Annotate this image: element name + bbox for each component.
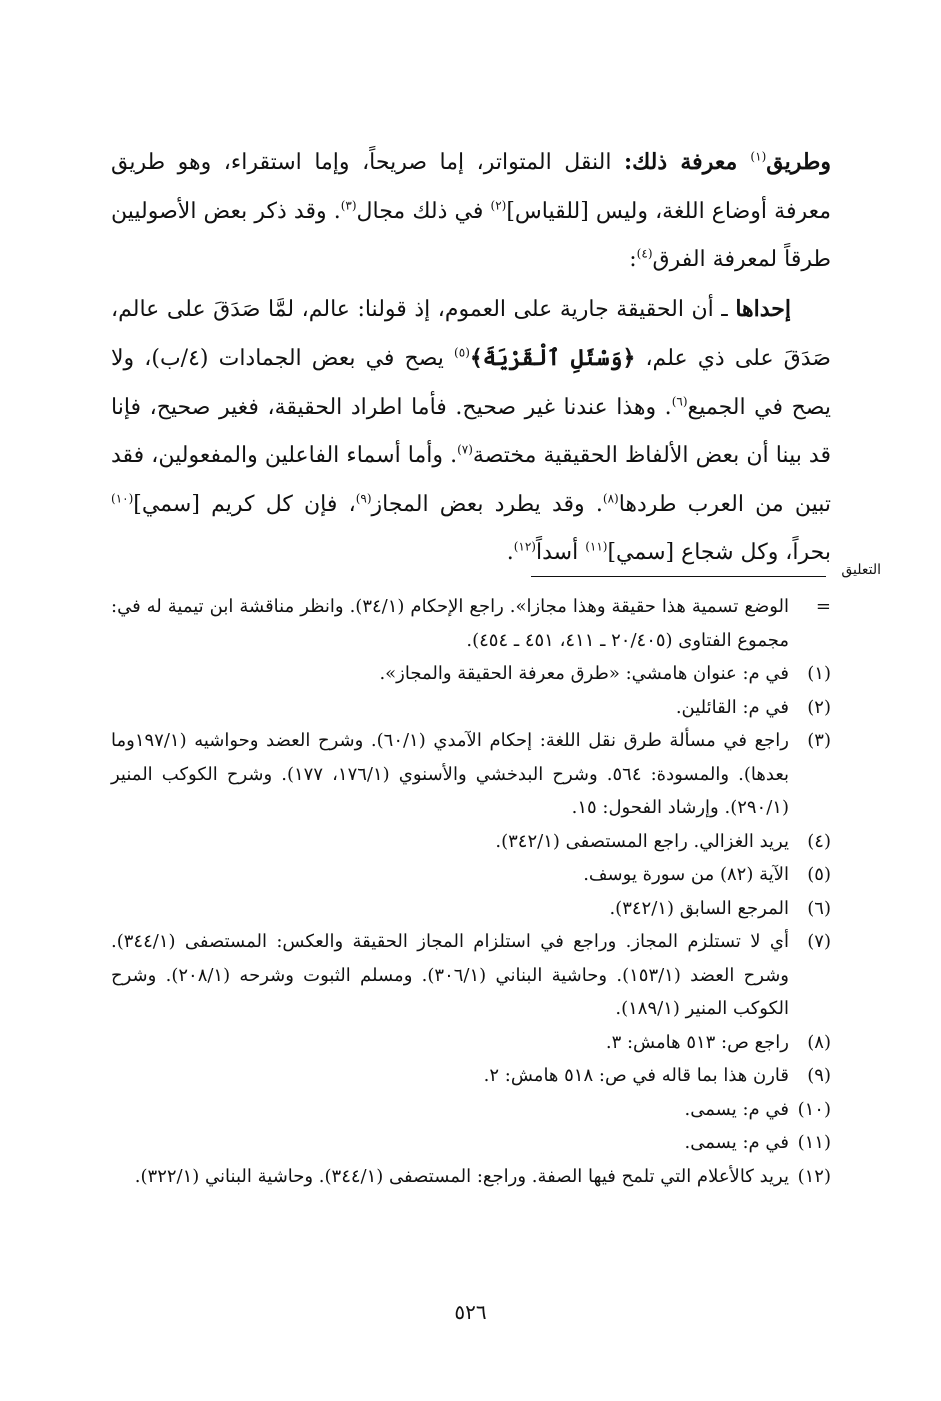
body-text: ، فإن كل كريم [سمي] (133, 491, 356, 517)
footnote-text: يريد الغزالي. راجع المستصفى (٣٤٢/١). (495, 830, 789, 852)
body-text: أسداً (535, 540, 586, 565)
body-text: : (629, 247, 637, 272)
footnote-number: = (815, 596, 831, 617)
footnote-item (111, 825, 831, 859)
footnote-number: (٥) (807, 864, 831, 885)
footnote-item (111, 1026, 831, 1060)
footnote-text: في م: عنوان هامشي: «طرق معرفة الحقيقة والمجاز». (379, 663, 789, 684)
footnote-number: (١٠) (797, 1098, 831, 1120)
footnote-marker: (٣) (340, 198, 357, 213)
footnote-item (111, 724, 831, 825)
footnote-item (111, 892, 831, 926)
footnote-item (111, 858, 831, 892)
footnote-number: (٦) (807, 897, 831, 919)
footnote-marker: (٧) (457, 442, 473, 457)
body-text: . وقد ذكر بعض الأصوليين طرقاً لمعرفة الفرق (111, 198, 831, 272)
body-text: بحراً، وكل شجاع [سمي] (607, 540, 831, 565)
footnote-marker: (٩) (355, 491, 372, 506)
footnote-text: قارن هذا بما قاله في ص: ٥١٨ هامش: ٢. (483, 1065, 789, 1086)
footnote-separator (0, 562, 941, 592)
footnote-text: راجع ص: ٥١٣ هامش: ٣. (605, 1031, 789, 1053)
footnote-text: في م: يسمى. (684, 1132, 789, 1153)
footnote-text: أي لا تستلزم المجاز. وراجع في استلزام المجاز الحقيقة والعكس: المستصفى (٣٤٤/١). وشرح العضد (١٥٣/١). وحاشية البناني (٣٠٦/١). ومسلم الثبوت وشرحه (٢٠٨/١). وشرح الكوكب المنير (١٨٩/١). (111, 931, 789, 1019)
footnote-text: المرجع السابق (٣٤٢/١). (609, 897, 789, 919)
footnote-number: (١) (807, 663, 831, 684)
footnote-marker: (٤) (636, 246, 653, 261)
footnote-number: (٩) (807, 1065, 831, 1086)
body-text: في ذلك مجال (356, 198, 491, 224)
footnote-text: في م: يسمى. (684, 1098, 789, 1120)
footnote-number: (٨) (807, 1031, 831, 1053)
separator-label: التعليق (841, 562, 881, 578)
bold-text: إحداها (735, 295, 791, 322)
footnote-item (111, 1093, 831, 1127)
footnote-item (111, 1059, 831, 1093)
paragraph-2 (111, 285, 831, 578)
footnote-marker: (١) (750, 149, 767, 164)
body-text: . وأما أسماء الفاعلين والمفعولين، فقد تبين من العرب طردها (111, 443, 832, 517)
footnote-marker: (١١) (585, 539, 608, 554)
footnote-item (111, 590, 831, 657)
footnote-item (111, 691, 831, 725)
footnote-number: (٢) (807, 696, 831, 718)
separator-line (531, 576, 826, 577)
footnote-marker: (٦) (671, 394, 688, 409)
body-text: . (506, 540, 514, 565)
footnote-text: في م: القائلين. (675, 696, 789, 718)
footnote-number: (١١) (797, 1132, 831, 1153)
footnote-item (111, 1160, 831, 1194)
body-text: يصح في بعض الجمادات (٤/ب)، ولا يصح في الجميع (111, 346, 831, 420)
footnote-marker: (٨) (602, 491, 619, 506)
body-text: . وهذا عندنا غير صحيح. فأما اطراد الحقيقة، فغير صحيح، فإنا قد بينا أن بعض الألفاظ الحقيقية مختصة (111, 394, 831, 468)
footnote-text: راجع في مسألة طرق نقل اللغة: إحكام الآمدي (٦٠/١). وشرح العضد وحواشيه (١٩٧/١وما بعدها). والمسودة: ٥٦٤. وشرح البدخشي والأسنوي (١٧٦/١، ١٧٧). وشرح الكوكب المنير (٢٩٠/١). وإرشاد الفحول: ١٥. (111, 730, 790, 818)
bold-text: معرفة ذلك: (624, 149, 751, 175)
body-text: النقل المتواتر، إما صريحاً، وإما استقراء، وهو طريق معرفة أوضاع اللغة، وليس [للقياس] (111, 150, 832, 224)
bold-text: ﴿وَسْئَلِ ٱلْقَرْيَةَ﴾ (469, 345, 636, 371)
footnote-number: (٤) (807, 830, 831, 852)
footnote-item (111, 1126, 831, 1160)
paragraph-1 (111, 138, 831, 285)
footnote-marker: (١٠) (111, 491, 134, 506)
footnote-number: (١٢) (797, 1165, 831, 1187)
footnote-item (111, 657, 831, 691)
footnote-text: الوضع تسمية هذا حقيقة وهذا مجازا». راجع الإحكام (٣٤/١). وانظر مناقشة ابن تيمية له في: مجموع الفتاوى (٢٠/٤٠٥ ـ ٤١١، ٤٥١ ـ ٤٥٤). (111, 596, 790, 651)
footnote-text: الآية (٨٢) من سورة يوسف. (583, 864, 789, 885)
body-text: ـ أن الحقيقة جارية على العموم، إذ قولنا: عالم، لمَّا صَدَقَ على عالم، صَدَقَ على ذي علم، (111, 296, 831, 371)
footnote-number: (٣) (807, 730, 831, 751)
main-text (111, 138, 831, 578)
body-text: . وقد يطرد بعض المجاز (371, 491, 603, 517)
bold-text: وطريق (766, 149, 831, 175)
footnotes (111, 590, 831, 1193)
footnote-item (111, 925, 831, 1026)
footnote-marker: (٢) (490, 198, 507, 213)
footnote-marker: (١٢) (513, 539, 536, 554)
footnote-number: (٧) (807, 931, 831, 952)
footnote-text: يريد كالأعلام التي تلمح فيها الصفة. وراجع: المستصفى (٣٤٤/١). وحاشية البناني (٣٢٢/١). (134, 1165, 789, 1187)
page-number: ٥٢٦ (454, 1300, 487, 1324)
footnote-marker: (٥) (454, 345, 470, 360)
